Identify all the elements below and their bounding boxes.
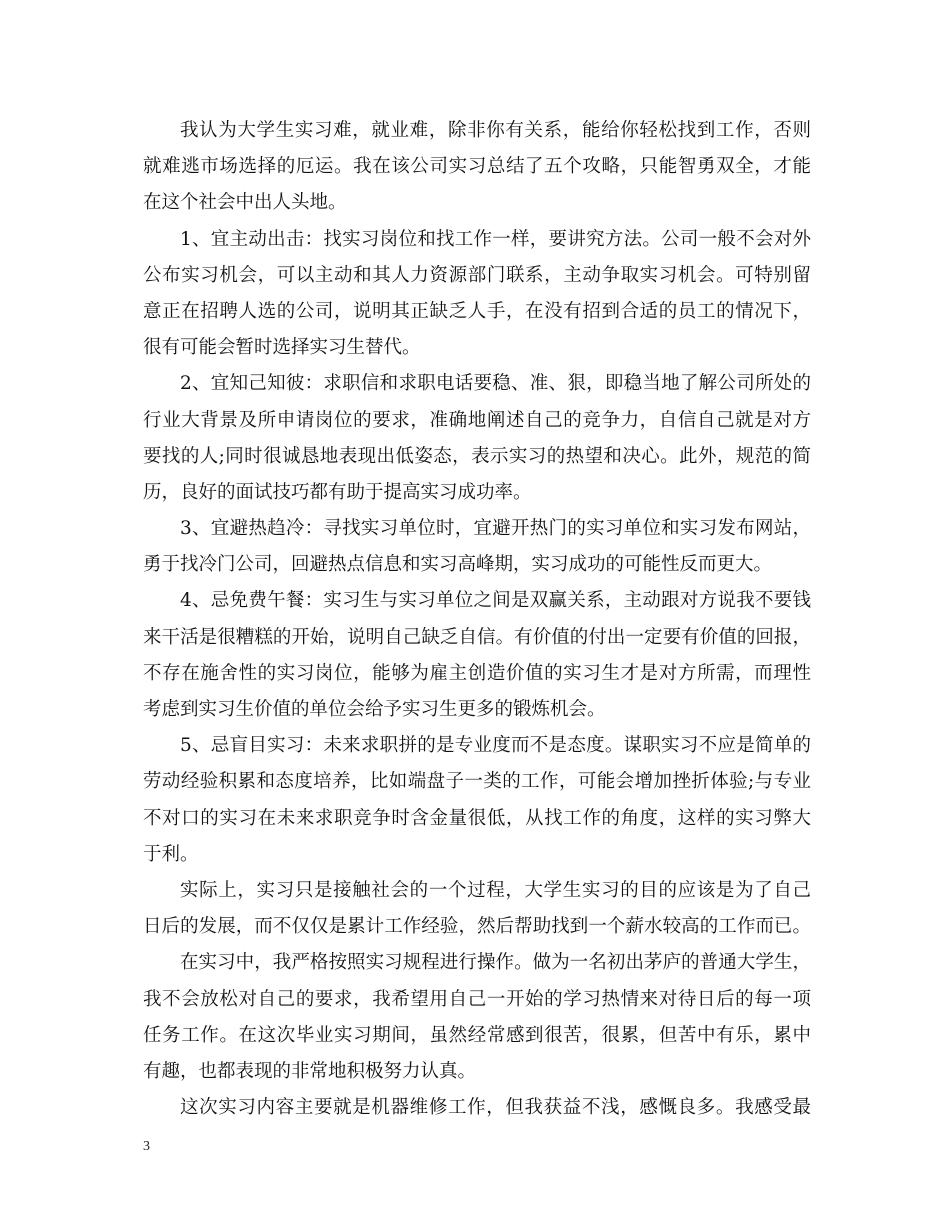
text-line: 实际上，实习只是接触社会的一个过程，大学生实习的目的应该是为了自己: [180, 879, 811, 901]
text-line: 意正在招聘人选的公司，说明其正缺乏人手，在没有招到合适的员工的情况下，: [143, 300, 811, 322]
document-body: [143, 113, 811, 1126]
text-line: 我不会放松对自己的要求，我希望用自己一开始的学习热情来对待日后的每一项: [143, 988, 811, 1010]
text-line: 在实习中，我严格按照实习规程进行操作。做为一名初出茅庐的普通大学生，: [180, 952, 811, 974]
text-line: 不存在施舍性的实习岗位，能够为雇主创造价值的实习生才是对方所需，而理性: [143, 662, 811, 684]
text-line: 3、宜避热趋冷：寻找实习单位时，宜避开热门的实习单位和实习发布网站，: [180, 518, 811, 540]
text-line: 我认为大学生实习难，就业难，除非你有关系，能给你轻松找到工作，否则: [180, 120, 811, 141]
text-line: 历，良好的面试技巧都有助于提高实习成功率。: [143, 481, 532, 503]
page-number: 3: [143, 1139, 150, 1154]
text-line: 行业大背景及所申请岗位的要求，准确地阐述自己的竞争力，自信自己就是对方: [143, 409, 811, 431]
text-line: 考虑到实习生价值的单位会给予实习生更多的锻炼机会。: [143, 699, 606, 720]
text-line: 日后的发展，而不仅仅是累计工作经验，然后帮助找到一个薪水较高的工作而已。: [143, 916, 811, 938]
text-line: 不对口的实习在未来求职竞争时含金量很低，从找工作的角度，这样的实习弊大: [143, 807, 811, 829]
text-line: 劳动经验积累和态度培养，比如端盘子一类的工作，可能会增加挫折体验;与专业: [143, 771, 811, 793]
text-line: 公布实习机会，可以主动和其人力资源部门联系，主动争取实习机会。可特别留: [143, 264, 811, 286]
text-line: 在这个社会中出人头地。: [143, 192, 347, 214]
text-line: 1、宜主动出击：找实习岗位和找工作一样，要讲究方法。公司一般不会对外: [180, 228, 811, 250]
text-line: 4、忌免费午餐：实习生与实习单位之间是双赢关系，主动跟对方说我不要钱: [180, 590, 811, 612]
text-line: 有趣，也都表现的非常地积极努力认真。: [143, 1060, 477, 1082]
text-line: 任务工作。在这次毕业实习期间，虽然经常感到很苦，很累，但苦中有乐，累中: [143, 1024, 811, 1046]
text-line: 很有可能会暂时选择实习生替代。: [143, 337, 421, 359]
text-line: 5、忌盲目实习：未来求职拼的是专业度而不是态度。谋职实习不应是简单的: [180, 735, 811, 757]
text-line: 勇于找冷门公司，回避热点信息和实习高峰期，实习成功的可能性反而更大。: [143, 554, 773, 576]
text-line: 于利。: [143, 843, 199, 865]
text-line: 这次实习内容主要就是机器维修工作，但我获益不浅，感慨良多。我感受最: [180, 1097, 811, 1119]
text-line: 就难逃市场选择的厄运。我在该公司实习总结了五个攻略，只能智勇双全，才能: [143, 156, 811, 178]
text-line: 2、宜知己知彼：求职信和求职电话要稳、准、狠，即稳当地了解公司所处的: [180, 373, 811, 395]
text-line: 要找的人;同时很诚恳地表现出低姿态，表示实习的热望和决心。此外，规范的简: [143, 445, 811, 467]
text-line: 来干活是很糟糕的开始，说明自己缺乏自信。有价值的付出一定要有价值的回报，: [143, 626, 811, 648]
